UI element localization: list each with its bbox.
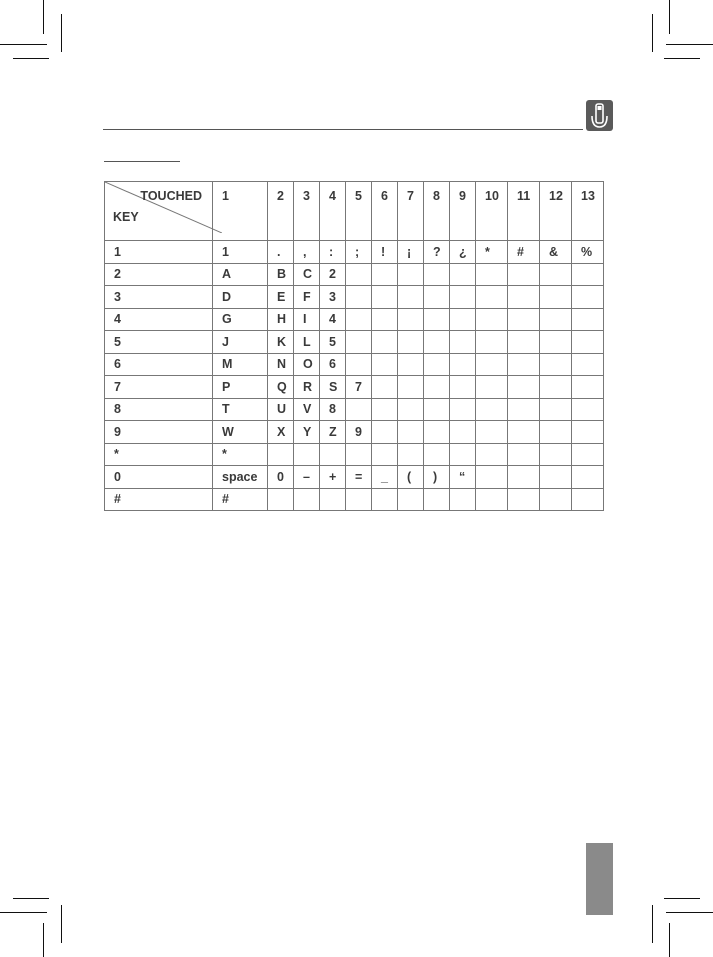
key-cell: # <box>105 488 213 511</box>
column-header: 10 <box>476 182 508 241</box>
phone-handset-icon <box>586 100 613 131</box>
character-cell <box>476 263 508 286</box>
character-cell: A <box>213 263 268 286</box>
character-cell <box>540 286 572 309</box>
table-row <box>105 286 604 309</box>
character-cell <box>572 488 604 511</box>
key-cell: 9 <box>105 421 213 444</box>
character-cell <box>508 331 540 354</box>
character-cell: * <box>213 443 268 466</box>
character-cell <box>346 488 372 511</box>
side-tab-marker <box>586 843 613 915</box>
character-cell <box>346 308 372 331</box>
character-cell <box>572 376 604 399</box>
column-header: 1 <box>213 182 268 241</box>
character-cell: * <box>476 241 508 264</box>
key-cell: 5 <box>105 331 213 354</box>
column-header: 3 <box>294 182 320 241</box>
character-cell: T <box>213 398 268 421</box>
corner-label-touched: TOUCHED <box>140 189 202 203</box>
character-cell <box>450 308 476 331</box>
character-cell <box>476 376 508 399</box>
character-cell: L <box>294 331 320 354</box>
character-cell <box>372 263 398 286</box>
table-row <box>105 376 604 399</box>
character-cell <box>372 308 398 331</box>
crop-mark <box>652 905 653 943</box>
character-cell <box>424 286 450 309</box>
character-cell <box>450 286 476 309</box>
character-cell: # <box>213 488 268 511</box>
character-cell: 0 <box>268 466 294 489</box>
corner-label-key: KEY <box>113 210 139 224</box>
character-cell: – <box>294 466 320 489</box>
character-cell <box>540 331 572 354</box>
section-title-underline <box>104 161 180 162</box>
crop-mark <box>666 912 713 913</box>
character-cell: 6 <box>320 353 346 376</box>
character-cell: 8 <box>320 398 346 421</box>
character-cell: ¿ <box>450 241 476 264</box>
header-rule <box>103 129 583 130</box>
key-cell: 2 <box>105 263 213 286</box>
character-cell <box>398 376 424 399</box>
corner-cell <box>105 182 213 241</box>
character-cell <box>508 488 540 511</box>
character-cell <box>572 263 604 286</box>
character-cell <box>476 286 508 309</box>
column-header: 6 <box>372 182 398 241</box>
character-cell <box>294 443 320 466</box>
character-cell <box>450 353 476 376</box>
crop-mark <box>61 905 62 943</box>
character-cell <box>572 353 604 376</box>
character-cell: : <box>320 241 346 264</box>
character-cell: C <box>294 263 320 286</box>
character-cell: R <box>294 376 320 399</box>
character-cell <box>424 353 450 376</box>
character-cell <box>294 488 320 511</box>
character-cell <box>508 353 540 376</box>
character-cell <box>398 331 424 354</box>
column-header: 9 <box>450 182 476 241</box>
crop-mark <box>669 0 670 34</box>
character-cell <box>398 443 424 466</box>
character-cell <box>476 353 508 376</box>
character-cell <box>346 398 372 421</box>
character-cell <box>372 376 398 399</box>
character-cell: Q <box>268 376 294 399</box>
character-cell: ! <box>372 241 398 264</box>
character-cell <box>268 488 294 511</box>
table-row <box>105 466 604 489</box>
character-cell <box>372 443 398 466</box>
character-cell <box>508 308 540 331</box>
character-cell <box>540 421 572 444</box>
character-cell <box>476 308 508 331</box>
table-header-row <box>105 182 604 241</box>
character-cell: E <box>268 286 294 309</box>
character-cell: 9 <box>346 421 372 444</box>
character-cell <box>540 353 572 376</box>
crop-mark <box>13 898 49 899</box>
character-cell: U <box>268 398 294 421</box>
character-cell <box>372 421 398 444</box>
character-cell <box>572 443 604 466</box>
character-cell <box>398 353 424 376</box>
character-cell: . <box>268 241 294 264</box>
table-row <box>105 263 604 286</box>
character-cell: H <box>268 308 294 331</box>
character-cell <box>540 398 572 421</box>
character-cell: K <box>268 331 294 354</box>
key-cell: 7 <box>105 376 213 399</box>
character-cell <box>476 488 508 511</box>
crop-mark <box>43 0 44 34</box>
character-cell <box>346 353 372 376</box>
character-cell <box>424 308 450 331</box>
character-cell <box>372 488 398 511</box>
character-cell: B <box>268 263 294 286</box>
character-cell <box>424 376 450 399</box>
character-cell <box>572 331 604 354</box>
key-cell: 6 <box>105 353 213 376</box>
character-cell <box>540 488 572 511</box>
character-cell <box>346 286 372 309</box>
character-cell <box>398 263 424 286</box>
character-cell <box>572 286 604 309</box>
key-cell: 4 <box>105 308 213 331</box>
crop-mark <box>652 14 653 52</box>
character-cell: G <box>213 308 268 331</box>
character-cell: 3 <box>320 286 346 309</box>
character-cell: _ <box>372 466 398 489</box>
key-cell: 8 <box>105 398 213 421</box>
character-cell <box>508 286 540 309</box>
character-cell <box>398 421 424 444</box>
character-cell <box>372 331 398 354</box>
character-cell <box>346 263 372 286</box>
character-cell: , <box>294 241 320 264</box>
crop-mark <box>0 44 47 45</box>
character-cell: 2 <box>320 263 346 286</box>
character-cell <box>540 376 572 399</box>
character-cell <box>424 331 450 354</box>
character-cell <box>508 263 540 286</box>
character-cell: & <box>540 241 572 264</box>
character-cell <box>508 398 540 421</box>
character-cell <box>476 331 508 354</box>
character-cell <box>540 308 572 331</box>
character-cell <box>372 398 398 421</box>
character-cell: N <box>268 353 294 376</box>
character-cell <box>572 398 604 421</box>
crop-mark <box>43 923 44 957</box>
character-cell: 5 <box>320 331 346 354</box>
character-cell <box>450 421 476 444</box>
character-cell <box>372 353 398 376</box>
character-cell <box>540 466 572 489</box>
character-cell: Y <box>294 421 320 444</box>
character-cell: + <box>320 466 346 489</box>
character-cell: % <box>572 241 604 264</box>
character-cell: “ <box>450 466 476 489</box>
character-cell <box>540 263 572 286</box>
character-cell: D <box>213 286 268 309</box>
character-cell <box>508 443 540 466</box>
character-cell: Z <box>320 421 346 444</box>
character-cell: = <box>346 466 372 489</box>
character-cell: V <box>294 398 320 421</box>
column-header: 12 <box>540 182 572 241</box>
key-cell: * <box>105 443 213 466</box>
table-row <box>105 488 604 511</box>
character-cell <box>268 443 294 466</box>
character-cell <box>424 443 450 466</box>
column-header: 4 <box>320 182 346 241</box>
key-cell: 3 <box>105 286 213 309</box>
character-cell <box>572 421 604 444</box>
crop-mark <box>666 44 713 45</box>
column-header: 8 <box>424 182 450 241</box>
character-cell: M <box>213 353 268 376</box>
character-cell: O <box>294 353 320 376</box>
character-cell <box>398 398 424 421</box>
character-cell <box>450 376 476 399</box>
character-cell <box>346 443 372 466</box>
character-cell <box>572 308 604 331</box>
character-cell: ? <box>424 241 450 264</box>
column-header: 2 <box>268 182 294 241</box>
character-cell: S <box>320 376 346 399</box>
character-cell: # <box>508 241 540 264</box>
table-row <box>105 353 604 376</box>
column-header: 5 <box>346 182 372 241</box>
crop-mark <box>664 898 700 899</box>
character-cell: ) <box>424 466 450 489</box>
character-cell: P <box>213 376 268 399</box>
character-cell <box>540 443 572 466</box>
character-cell <box>424 398 450 421</box>
table-body <box>105 241 604 511</box>
character-cell <box>398 286 424 309</box>
key-cell: 1 <box>105 241 213 264</box>
character-cell: ( <box>398 466 424 489</box>
character-cell: F <box>294 286 320 309</box>
character-cell <box>320 443 346 466</box>
character-cell <box>424 421 450 444</box>
column-header: 7 <box>398 182 424 241</box>
crop-mark <box>61 14 62 52</box>
character-cell: space <box>213 466 268 489</box>
character-cell: X <box>268 421 294 444</box>
table-row <box>105 398 604 421</box>
crop-mark <box>0 912 47 913</box>
character-cell <box>476 443 508 466</box>
character-cell <box>398 488 424 511</box>
character-cell <box>476 421 508 444</box>
character-cell <box>508 376 540 399</box>
character-cell <box>424 488 450 511</box>
column-header: 11 <box>508 182 540 241</box>
character-cell <box>450 398 476 421</box>
column-header: 13 <box>572 182 604 241</box>
table-row <box>105 308 604 331</box>
character-cell <box>572 466 604 489</box>
table-row <box>105 331 604 354</box>
character-cell: 4 <box>320 308 346 331</box>
character-cell <box>508 466 540 489</box>
character-cell: J <box>213 331 268 354</box>
character-cell <box>398 308 424 331</box>
character-cell <box>372 286 398 309</box>
character-cell: I <box>294 308 320 331</box>
character-cell: ¡ <box>398 241 424 264</box>
crop-mark <box>13 58 49 59</box>
character-cell <box>450 443 476 466</box>
character-cell <box>450 263 476 286</box>
crop-mark <box>669 923 670 957</box>
key-cell: 0 <box>105 466 213 489</box>
character-cell <box>450 488 476 511</box>
character-cell <box>346 331 372 354</box>
character-cell: 7 <box>346 376 372 399</box>
table-row <box>105 443 604 466</box>
crop-mark <box>664 58 700 59</box>
character-cell <box>476 466 508 489</box>
character-cell <box>424 263 450 286</box>
character-cell <box>450 331 476 354</box>
table-row <box>105 421 604 444</box>
table-row <box>105 241 604 264</box>
character-cell <box>476 398 508 421</box>
character-cell: W <box>213 421 268 444</box>
character-cell <box>320 488 346 511</box>
character-cell: ; <box>346 241 372 264</box>
character-cell: 1 <box>213 241 268 264</box>
character-cell <box>508 421 540 444</box>
key-character-table <box>104 181 604 511</box>
